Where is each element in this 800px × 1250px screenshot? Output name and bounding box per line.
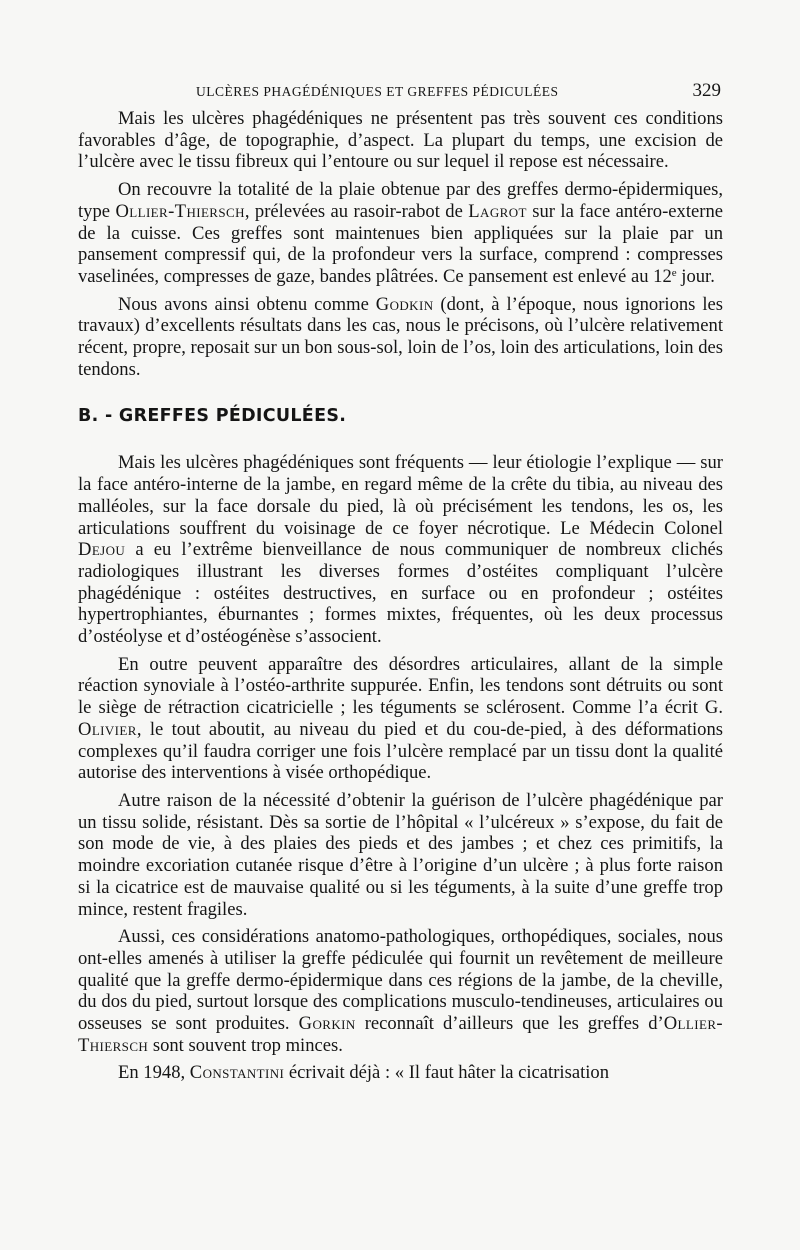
section-heading-wrap (78, 406, 723, 426)
page-number: 329 (692, 80, 721, 101)
author-name: Olivier (78, 718, 137, 740)
section-heading: B. - GREFFES PÉDICULÉES. (78, 406, 347, 427)
paragraph-5: En outre peuvent apparaître des désordres articulaires, allant de la simple réaction synoviale à l’ostéo-arthrite suppurée. Enfin, les tendons sont détruits ou sont le siège de rétraction cicatricielle ; les téguments se sclérosent. Comme l’a écrit G. Olivier, le tout aboutit, au niveau du pied et du cou-de-pied, à des déformations complexes qu’il faudra corriger une fois l’ulcère remplacé par un tissu dont la qualité autorise des interventions à visée orthopédique. (78, 653, 723, 784)
paragraph-3: Nous avons ainsi obtenu comme Godkin (dont, à l’époque, nous ignorions les travaux) d’excellents résultats dans les cas, nous le précisons, où l’ulcère relativement récent, propre, reposait sur un bon sous-sol, loin de l’os, loin des articulations, loin des tendons. (78, 293, 723, 380)
paragraph-4: Mais les ulcères phagédéniques sont fréquents — leur étiologie l’explique — sur la face antéro-interne de la jambe, en regard même de la crête du tibia, au niveau des malléoles, sur la face dorsale du pied, là où précisément les tendons, les os, les articulations souffrent du voisinage de ce foyer nécrotique. Le Médecin Colonel Dejou a eu l’extrême bienveillance de nous communiquer de nombreux clichés radiologiques illustrant les diverses formes d’ostéites compliquant l’ulcère phagédénique : ostéites destructives, en surface ou en profondeur ; ostéites hypertrophiantes, éburnantes ; formes mixtes, fréquentes, où les deux processus d’ostéolyse et d’ostéogénèse s’associent. (78, 452, 723, 648)
author-name: Godkin (375, 293, 434, 315)
paragraph-7: Aussi, ces considérations anatomo-pathologiques, orthopédiques, sociales, nous ont-elles amenés à utiliser la greffe pédiculée qui fournit un revêtement de meilleure qualité que la greffe dermo-épidermique dans ces régions de la jambe, de la cheville, du dos du pied, surtout lorsque des complications musculo-tendineuses, articulaires ou osseuses se sont produites. Gorkin reconnaît d’ailleurs que les greffes d’Ollier-Thiersch sont souvent trop minces. (78, 926, 723, 1056)
running-title: ULCÈRES PHAGÉDÉNIQUES ET GREFFES PÉDICULÉES (196, 84, 559, 99)
running-head (78, 78, 723, 108)
author-name: Ollier-Thiersch (78, 1013, 723, 1056)
paragraph-6: Autre raison de la nécessité d’obtenir la guérison de l’ulcère phagédénique par un tissu solide, résistant. Dès sa sortie de l’hôpital « l’ulcéreux » s’expose, du fait de son mode de vie, à des plaies des pieds et des jambes ; et chez ces primitifs, la moindre excoriation cutanée risque d’être à l’origine d’un ulcère ; à plus forte raison si la cicatrice est de mauvaise qualité ou si les téguments, à la suite d’une greffe trop mince, restent fragiles. (78, 789, 723, 920)
author-name: Dejou (78, 539, 126, 561)
author-name: Ollier-Thiersch (115, 200, 245, 222)
author-name: Constantini (189, 1062, 285, 1084)
author-name: Gorkin (298, 1013, 356, 1035)
paragraph-2: On recouvre la totalité de la plaie obtenue par des greffes dermo-épidermiques, type Ollier-Thiersch, prélevées au rasoir-rabot de Lagrot sur la face antéro-externe de la cuisse. Ces greffes sont maintenues bien appliquées sur la plaie par un pansement compressif qui, de la profondeur vers la surface, comprend : compresses vaselinées, compresses de gaze, bandes plâtrées. Ce pansement est enlevé au 12e jour. (78, 179, 723, 287)
paragraph-8: En 1948, Constantini écrivait déjà : « Il faut hâter la cicatrisation (118, 1062, 610, 1084)
author-name: Lagrot (468, 200, 527, 222)
page (78, 78, 723, 1084)
paragraph-1: Mais les ulcères phagédéniques ne présentent pas très souvent ces conditions favorables d’âge, de topographie, d’aspect. La plupart du temps, une excision de l’ulcère avec le tissu fibreux qui l’entoure ou sur lequel il repose est nécessaire. (78, 108, 723, 173)
